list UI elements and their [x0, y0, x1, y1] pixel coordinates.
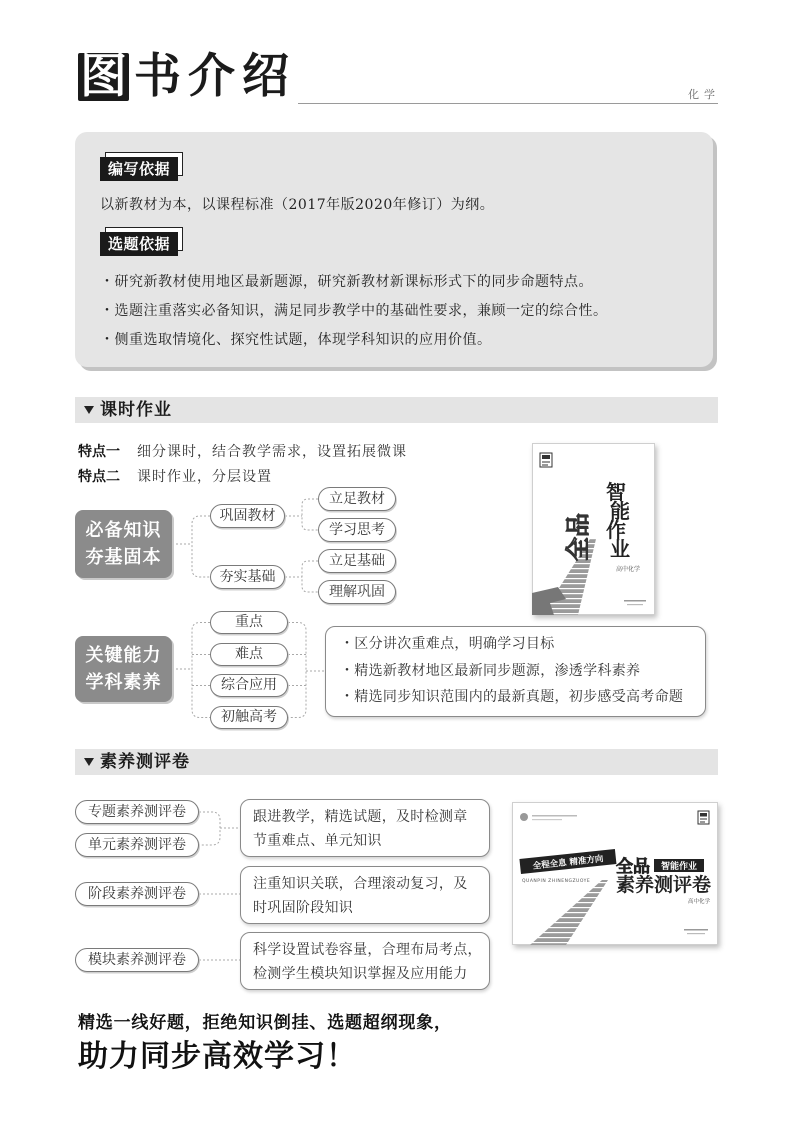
- connector-line: [288, 623, 306, 718]
- paper-description-box: [240, 799, 490, 857]
- description-line: 注重知识关联，合理滚动复习，及: [253, 876, 468, 892]
- paper-description-box: [240, 866, 490, 924]
- paper-type-pill: 阶段素养测评卷: [75, 882, 199, 906]
- description-line: 科学设置试卷容量，合理布局考点，: [253, 942, 482, 958]
- cover-brand: 全品: [616, 857, 650, 877]
- cover-title-char: 业: [610, 537, 630, 561]
- leaf-pill: 立足基础: [318, 549, 396, 573]
- selection-tag: 选题依据: [100, 232, 178, 256]
- leaf-pill: 理解巩固: [318, 580, 396, 604]
- competence-item-pill: 初触高考: [210, 706, 288, 729]
- group-title-line: 夯基固本: [85, 547, 162, 568]
- group-title-line: 关键能力: [85, 645, 162, 666]
- feature-label: 特点一: [78, 444, 120, 460]
- feature-text: 细分课时，结合教学需求，设置拓展微课: [137, 444, 407, 460]
- cover-brand: 全品: [564, 513, 592, 561]
- intro-panel: [75, 132, 713, 367]
- feature-label: 特点二: [78, 469, 120, 485]
- feature-row: [78, 468, 272, 486]
- title-char: 介: [188, 49, 235, 104]
- homework-book-cover: [532, 443, 655, 615]
- cover-subtitle: 高中化学: [688, 899, 711, 905]
- subject-label: 化学: [688, 88, 720, 101]
- title-char: 图: [80, 49, 127, 104]
- paper-type-pill: 单元素养测评卷: [75, 833, 199, 857]
- selection-item: ・研究新教材使用地区最新题源，研究新教材新课标形式下的同步命题特点。: [100, 274, 593, 290]
- foundation-group-box: [75, 510, 172, 578]
- basis-tag: 编写依据: [100, 157, 178, 181]
- connector-line: [302, 561, 318, 592]
- detail-line: ・区分讲次重难点，明确学习目标: [340, 636, 555, 652]
- feature-row: [78, 443, 407, 461]
- paper-type-pill: 模块素养测评卷: [75, 948, 199, 972]
- section-title: 课时作业: [100, 400, 172, 420]
- paper-type-pill: 专题素养测评卷: [75, 800, 199, 824]
- competence-item-pill: 综合应用: [210, 674, 288, 697]
- slogan-line-2: 助力同步高效学习！: [78, 1039, 357, 1074]
- branch-pill: 夯实基础: [210, 565, 285, 589]
- branch-pill: 巩固教材: [210, 504, 285, 528]
- page-title-logo: [78, 49, 291, 104]
- competence-group-box: [75, 636, 172, 702]
- description-line: 节重难点、单元知识: [253, 833, 382, 849]
- feature-text: 课时作业，分层设置: [137, 469, 272, 485]
- competence-item-pill: 重点: [210, 611, 288, 634]
- cover-series: 智能作业: [660, 862, 698, 872]
- assessment-book-cover: [512, 802, 718, 945]
- selection-item: ・选题注重落实必备知识，满足同步教学中的基础性要求，兼顾一定的综合性。: [100, 303, 608, 319]
- basis-text: 以新教材为本，以课程标准（2017年版2020年修订）为纲。: [100, 197, 495, 213]
- competence-detail-box: [325, 626, 706, 717]
- connector-line: [302, 499, 318, 530]
- group-title-line: 学科素养: [85, 672, 162, 693]
- connector-line: [192, 516, 210, 577]
- slogan-line-1: 精选一线好题，拒绝知识倒挂、选题超纲现象，: [78, 1013, 452, 1033]
- description-line: 时巩固阶段知识: [253, 900, 354, 916]
- assessment-cover-art: [512, 802, 718, 945]
- section-bar-assessment: [75, 749, 718, 775]
- competence-item-pill: 难点: [210, 643, 288, 666]
- connector-line: [199, 812, 220, 845]
- cover-title-char: 智: [606, 480, 626, 504]
- cover-pinyin: QUANPIN ZHINENGZUOYE: [522, 879, 591, 884]
- section-title: 素养测评卷: [100, 752, 190, 772]
- description-line: 跟进教学，精选试题，及时检测章: [253, 809, 468, 825]
- cover-title-char: 能: [610, 499, 630, 523]
- selection-item: ・侧重选取情境化、探究性试题，体现学科知识的应用价值。: [100, 332, 492, 348]
- connector-line: [192, 623, 210, 718]
- publisher-logo-icon: [540, 453, 552, 467]
- title-divider: [298, 103, 718, 104]
- title-char: 书: [134, 49, 181, 104]
- leaf-pill: 立足教材: [318, 487, 396, 511]
- cover-title: 素养测评卷: [616, 874, 712, 896]
- description-line: 检测学生模块知识掌握及应用能力: [253, 966, 468, 982]
- title-char: 绍: [242, 49, 289, 104]
- detail-line: ・精选新教材地区最新同步题源，渗透学科素养: [340, 663, 641, 679]
- leaf-pill: 学习思考: [318, 518, 396, 542]
- group-title-line: 必备知识: [85, 520, 162, 541]
- cover-subtitle: 高中化学: [616, 566, 641, 573]
- cover-banner-text: 全程全息 精准方向: [532, 854, 604, 872]
- section-bar-homework: [75, 397, 718, 423]
- triangle-down-icon: [84, 406, 94, 414]
- detail-line: ・精选同步知识范围内的最新真题，初步感受高考命题: [340, 689, 684, 705]
- publisher-logo-icon: [698, 811, 709, 824]
- paper-description-box: [240, 932, 490, 990]
- homework-cover-art: [532, 443, 655, 615]
- cover-title-char: 作: [606, 518, 626, 542]
- triangle-down-icon: [84, 758, 94, 766]
